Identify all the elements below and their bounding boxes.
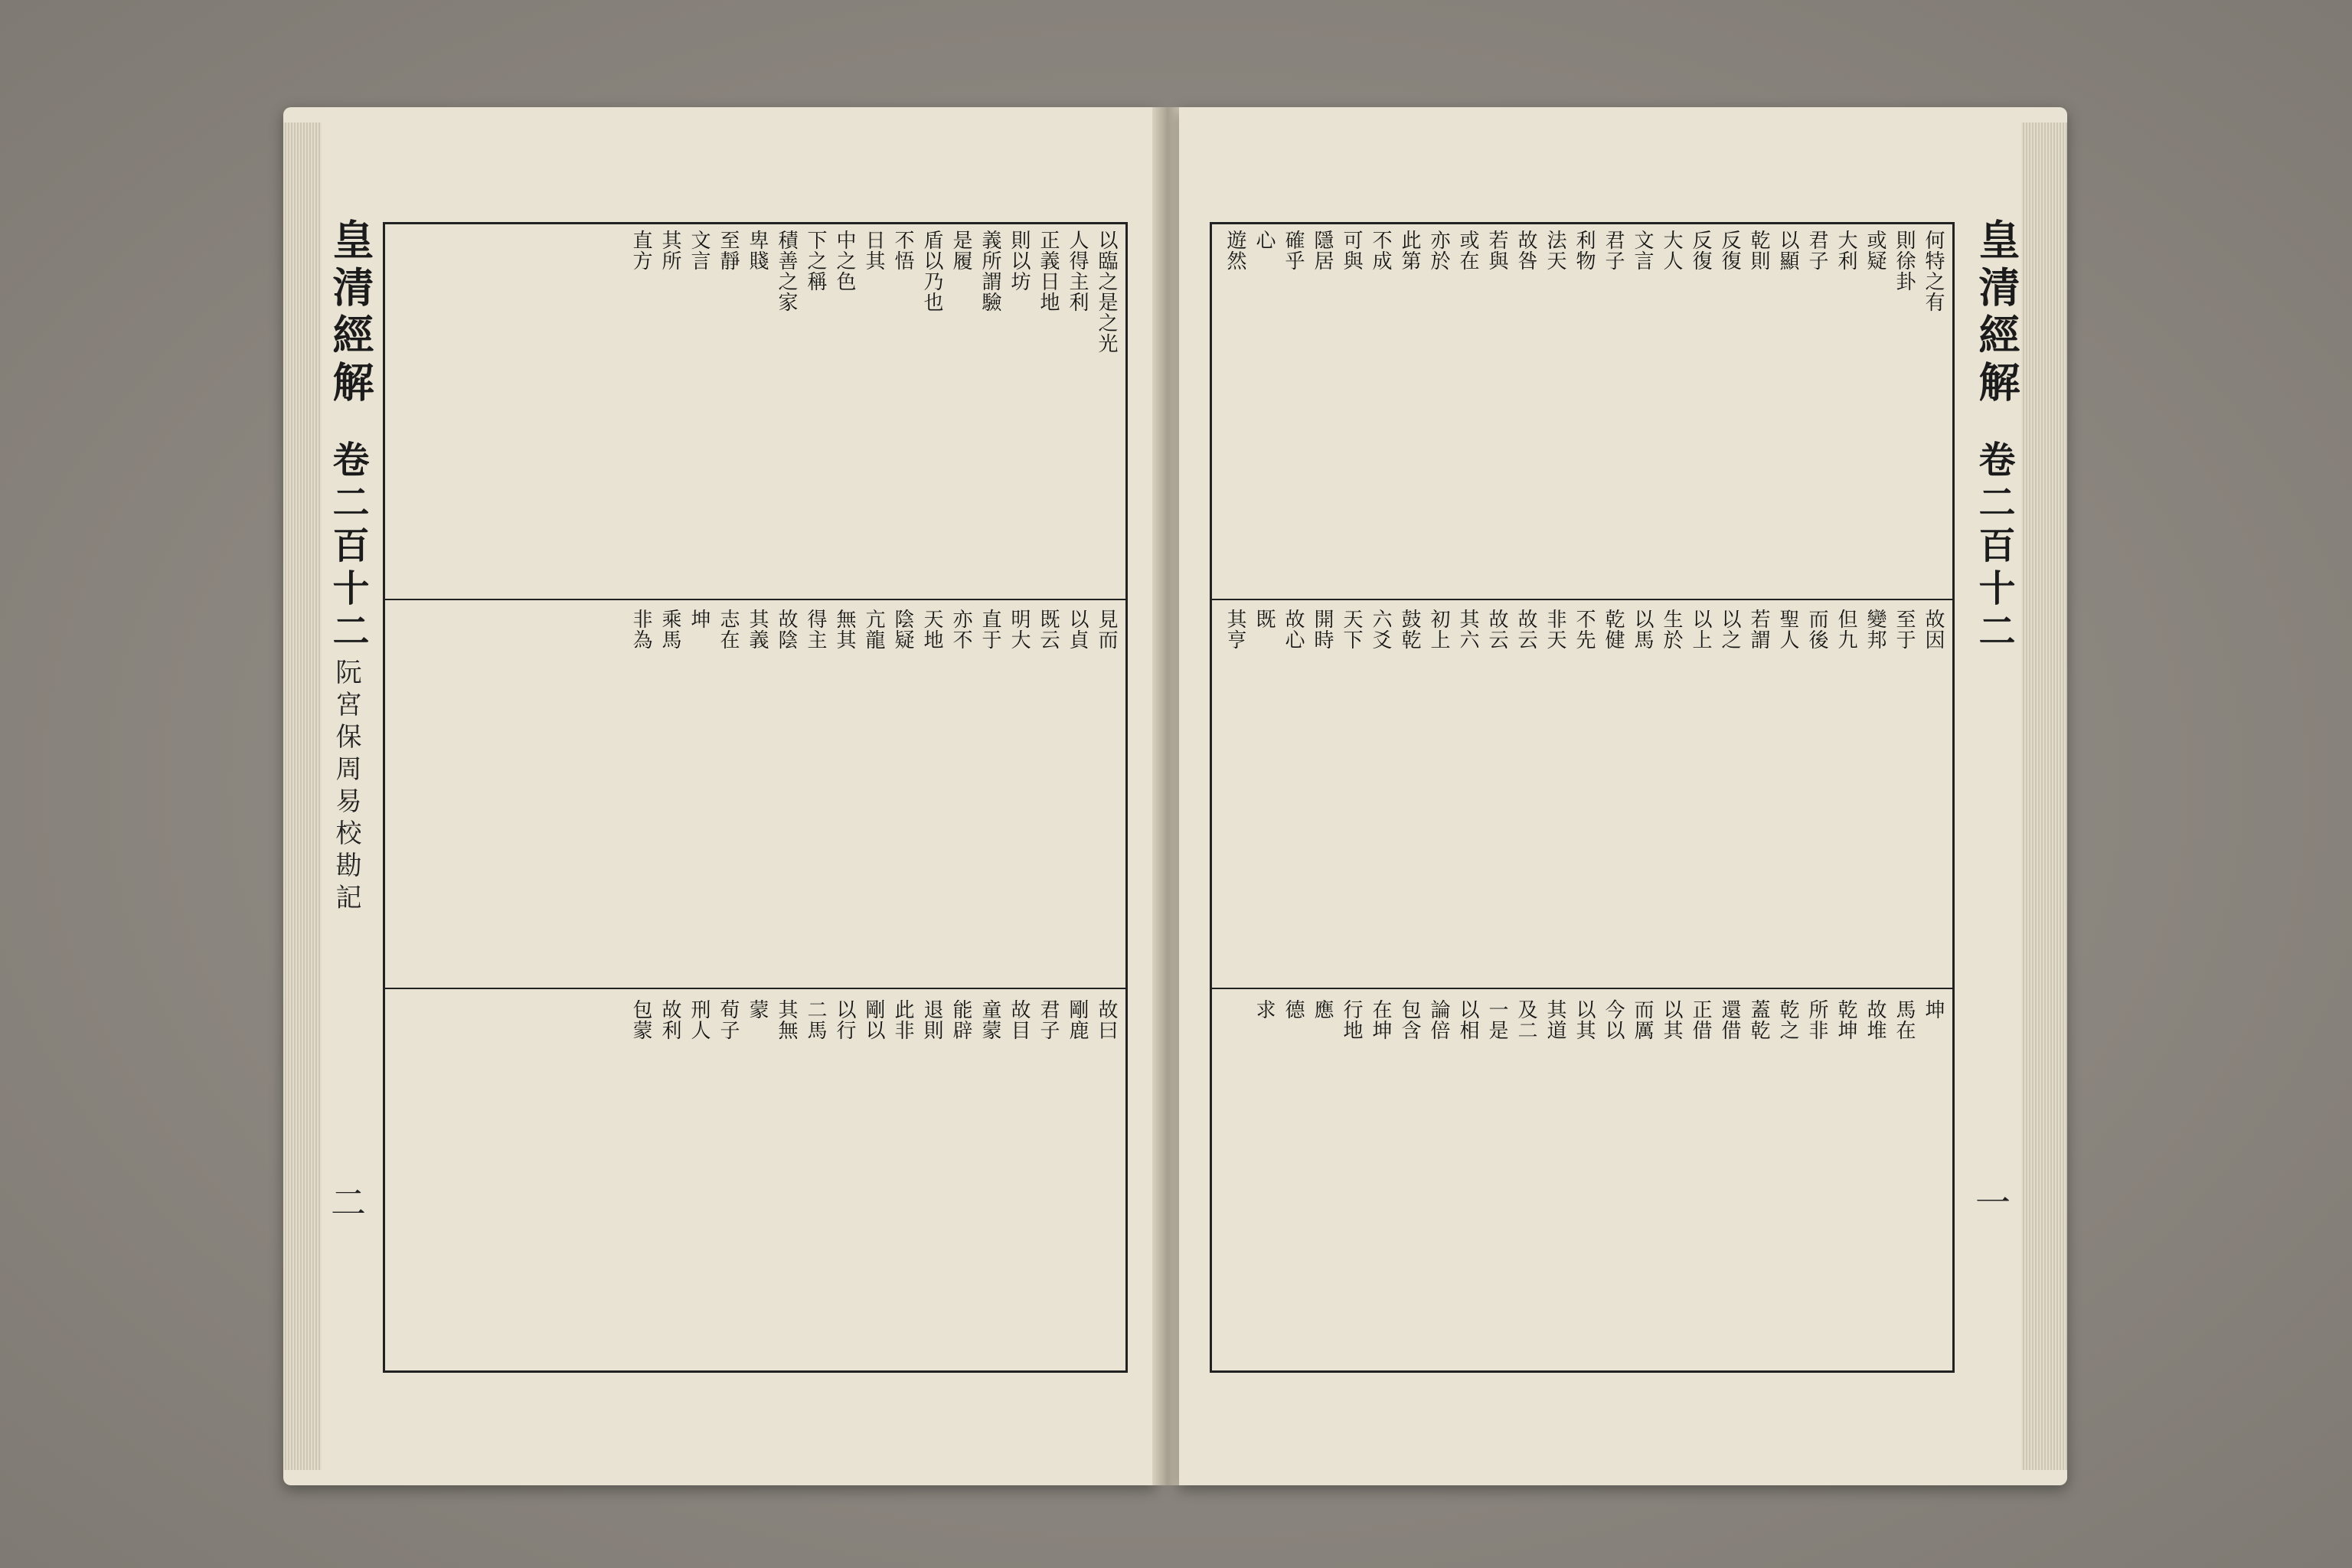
text-column: 正義日地 xyxy=(1037,230,1060,312)
text-column: 二馬 xyxy=(804,999,827,1040)
text-column: 剛鹿 xyxy=(1066,999,1089,1040)
text-column: 蓋乾 xyxy=(1747,999,1770,1040)
text-column: 乾健 xyxy=(1602,609,1625,650)
text-column: 得主 xyxy=(804,609,827,650)
right-volume-label: 卷二百十二 xyxy=(1972,440,2015,655)
text-column: 能辟 xyxy=(949,999,972,1040)
text-column: 蒙 xyxy=(746,999,769,1020)
right-register-divider-1 xyxy=(1210,599,1955,600)
left-register-divider-2 xyxy=(383,988,1128,989)
text-column: 反復 xyxy=(1718,230,1741,271)
left-bottom-rule xyxy=(383,1370,1128,1373)
text-column: 包含 xyxy=(1398,999,1421,1040)
text-column: 故因 xyxy=(1922,609,1945,650)
left-page xyxy=(283,107,1156,1485)
right-page-edge xyxy=(2021,122,2067,1470)
text-column: 鼓乾 xyxy=(1398,609,1421,650)
text-column: 可與 xyxy=(1340,230,1363,271)
text-column: 一是 xyxy=(1485,999,1508,1040)
text-column: 至靜 xyxy=(717,230,740,271)
text-column: 此第 xyxy=(1398,230,1421,271)
text-column: 求 xyxy=(1253,999,1276,1020)
text-column: 退則 xyxy=(920,999,943,1040)
text-column: 人得主利 xyxy=(1066,230,1089,312)
text-column: 遊然 xyxy=(1223,230,1246,271)
text-column: 則徐卦 xyxy=(1893,230,1916,292)
text-column: 故云 xyxy=(1514,609,1537,650)
left-page-number: 二 xyxy=(331,1182,366,1223)
text-column: 確乎 xyxy=(1282,230,1305,271)
text-column: 應 xyxy=(1311,999,1334,1020)
text-column: 中之色 xyxy=(833,230,856,292)
text-column: 隱居 xyxy=(1311,230,1334,271)
text-column: 則以坊 xyxy=(1008,230,1031,292)
text-column: 乾則 xyxy=(1747,230,1770,271)
text-column: 包蒙 xyxy=(629,999,652,1040)
text-column: 不先 xyxy=(1573,609,1596,650)
text-column: 變邦 xyxy=(1864,609,1886,650)
text-column: 既云 xyxy=(1037,609,1060,650)
left-running-title: 皇清經解 xyxy=(326,218,375,408)
text-column: 或疑 xyxy=(1864,230,1886,271)
right-page xyxy=(1179,107,2067,1485)
right-bottom-rule xyxy=(1210,1370,1955,1373)
right-outer-rule xyxy=(1210,222,1212,1370)
text-column: 故目 xyxy=(1008,999,1031,1040)
text-column: 以馬 xyxy=(1631,609,1654,650)
left-outer-rule xyxy=(1125,222,1128,1370)
left-volume-label: 卷二百十二 xyxy=(326,440,369,655)
text-column: 故心 xyxy=(1282,609,1305,650)
left-section-title: 阮宮保周易校勘記 xyxy=(331,658,361,916)
left-margin-rule xyxy=(383,222,385,1370)
text-column: 天地 xyxy=(920,609,943,650)
text-column: 論倍 xyxy=(1427,999,1450,1040)
text-column: 義所謂驗 xyxy=(978,230,1001,312)
text-column: 志在 xyxy=(717,609,740,650)
text-column: 盾以乃也 xyxy=(920,230,943,312)
text-column: 開時 xyxy=(1311,609,1334,650)
text-column: 以之 xyxy=(1718,609,1741,650)
text-column: 是履 xyxy=(949,230,972,271)
text-column: 在坤 xyxy=(1369,999,1392,1040)
text-column: 積善之家 xyxy=(775,230,798,312)
right-top-rule xyxy=(1210,222,1955,224)
text-column: 以行 xyxy=(833,999,856,1040)
text-column: 其道 xyxy=(1544,999,1566,1040)
text-column: 見而 xyxy=(1095,609,1118,650)
text-column: 利物 xyxy=(1573,230,1596,271)
text-column: 卑賤 xyxy=(746,230,769,271)
text-column: 剛以 xyxy=(862,999,885,1040)
text-column: 非為 xyxy=(629,609,652,650)
text-column: 此非 xyxy=(891,999,914,1040)
text-column: 刑人 xyxy=(688,999,710,1040)
text-column: 以上 xyxy=(1689,609,1712,650)
text-column: 不成 xyxy=(1369,230,1392,271)
text-column: 文言 xyxy=(688,230,710,271)
text-column: 乘馬 xyxy=(658,609,681,650)
text-column: 君子 xyxy=(1602,230,1625,271)
text-column: 無其 xyxy=(833,609,856,650)
text-column: 坤 xyxy=(1922,999,1945,1020)
left-register-middle xyxy=(394,609,1118,976)
right-running-title: 皇清經解 xyxy=(1972,218,2021,408)
text-column: 乾之 xyxy=(1776,999,1799,1040)
left-register-bottom xyxy=(394,999,1118,1359)
text-column: 其所 xyxy=(658,230,681,271)
left-register-top xyxy=(394,230,1118,590)
right-margin-rule xyxy=(1952,222,1955,1370)
text-column: 日其 xyxy=(862,230,885,271)
text-column: 乾坤 xyxy=(1834,999,1857,1040)
text-column: 但九 xyxy=(1834,609,1857,650)
text-column: 亢龍 xyxy=(862,609,885,650)
text-column: 至于 xyxy=(1893,609,1916,650)
book-gutter xyxy=(1152,107,1183,1485)
text-column: 君子 xyxy=(1037,999,1060,1040)
text-column: 故云 xyxy=(1485,609,1508,650)
text-column: 童蒙 xyxy=(978,999,1001,1040)
text-column: 非天 xyxy=(1544,609,1566,650)
text-column: 直于 xyxy=(978,609,1001,650)
text-column: 天下 xyxy=(1340,609,1363,650)
text-column: 生於 xyxy=(1660,609,1683,650)
text-column: 所非 xyxy=(1805,999,1828,1040)
text-column: 以其 xyxy=(1573,999,1596,1040)
text-column: 其義 xyxy=(746,609,769,650)
text-column: 下之稱 xyxy=(804,230,827,292)
text-column: 不悟 xyxy=(891,230,914,271)
text-column: 若與 xyxy=(1485,230,1508,271)
text-column: 故陰 xyxy=(775,609,798,650)
text-column: 故曰 xyxy=(1095,999,1118,1040)
text-column: 直方 xyxy=(629,230,652,271)
text-column: 以顯 xyxy=(1776,230,1799,271)
text-column: 文言 xyxy=(1631,230,1654,271)
text-column: 正借 xyxy=(1689,999,1712,1040)
text-column: 德 xyxy=(1282,999,1305,1020)
right-register-divider-2 xyxy=(1210,988,1955,989)
text-column: 以相 xyxy=(1456,999,1479,1040)
text-column: 故利 xyxy=(658,999,681,1040)
open-book xyxy=(283,107,2067,1485)
text-column: 若謂 xyxy=(1747,609,1770,650)
text-column: 明大 xyxy=(1008,609,1031,650)
right-register-bottom xyxy=(1221,999,1945,1359)
text-column: 大利 xyxy=(1834,230,1857,271)
text-column: 還借 xyxy=(1718,999,1741,1040)
text-column: 亦於 xyxy=(1427,230,1450,271)
text-column: 六爻 xyxy=(1369,609,1392,650)
right-register-top xyxy=(1221,230,1945,590)
text-column: 其亨 xyxy=(1223,609,1246,650)
text-column: 馬在 xyxy=(1893,999,1916,1040)
right-register-middle xyxy=(1221,609,1945,976)
text-column: 以臨之是之光 xyxy=(1095,230,1118,354)
text-column: 其六 xyxy=(1456,609,1479,650)
text-column: 以貞 xyxy=(1066,609,1089,650)
right-page-number: 一 xyxy=(1975,1182,2011,1223)
text-column: 聖人 xyxy=(1776,609,1799,650)
text-column: 初上 xyxy=(1427,609,1450,650)
left-top-rule xyxy=(383,222,1128,224)
text-column: 今以 xyxy=(1602,999,1625,1040)
text-column: 其無 xyxy=(775,999,798,1040)
text-column: 法天 xyxy=(1544,230,1566,271)
text-column: 荀子 xyxy=(717,999,740,1040)
text-column: 以其 xyxy=(1660,999,1683,1040)
text-column: 既 xyxy=(1253,609,1276,629)
text-column: 何特之有 xyxy=(1922,230,1945,312)
text-column: 心 xyxy=(1253,230,1276,250)
text-column: 坤 xyxy=(688,609,710,629)
text-column: 行地 xyxy=(1340,999,1363,1040)
text-column: 而後 xyxy=(1805,609,1828,650)
text-column: 或在 xyxy=(1456,230,1479,271)
text-column: 陰疑 xyxy=(891,609,914,650)
text-column: 故咎 xyxy=(1514,230,1537,271)
text-column: 反復 xyxy=(1689,230,1712,271)
left-register-divider-1 xyxy=(383,599,1128,600)
left-page-edge xyxy=(283,122,322,1470)
text-column: 故堆 xyxy=(1864,999,1886,1040)
text-column: 而厲 xyxy=(1631,999,1654,1040)
text-column: 君子 xyxy=(1805,230,1828,271)
text-column: 大人 xyxy=(1660,230,1683,271)
text-column: 亦不 xyxy=(949,609,972,650)
text-column: 及二 xyxy=(1514,999,1537,1040)
